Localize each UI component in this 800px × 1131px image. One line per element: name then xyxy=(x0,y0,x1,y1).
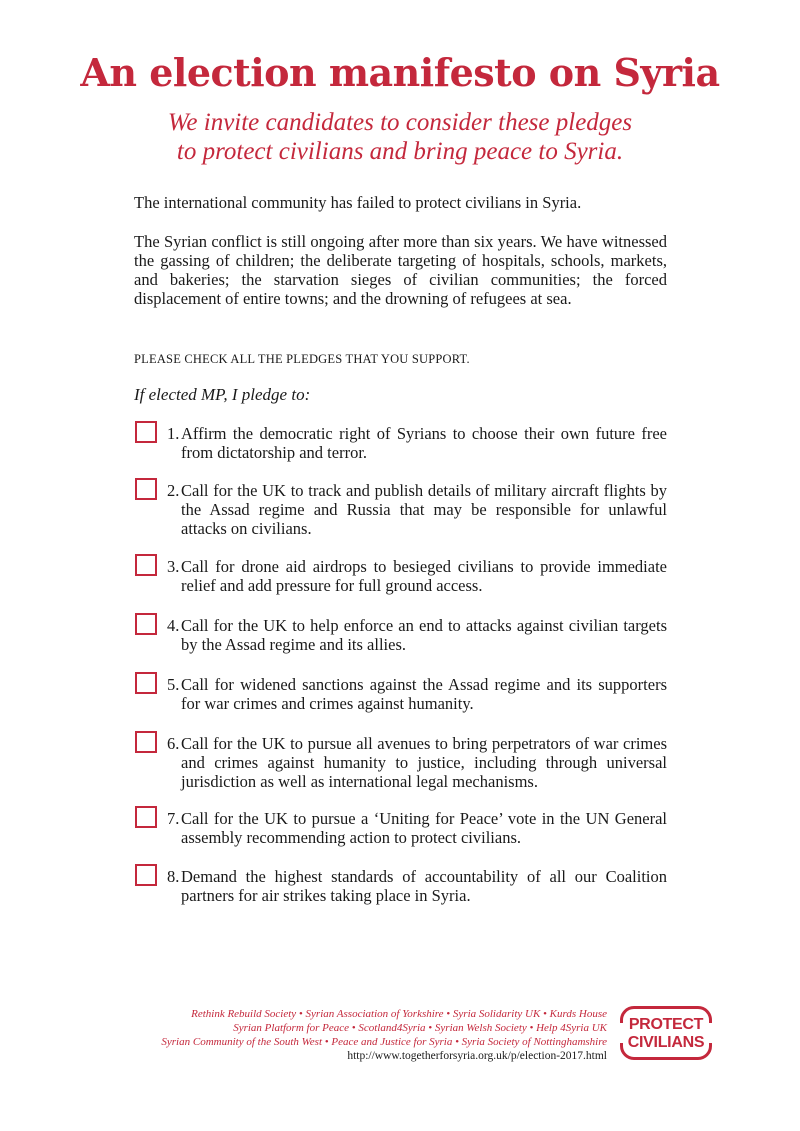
footer-url[interactable]: http://www.togetherforsyria.org.uk/p/election-2017.html xyxy=(347,1050,607,1062)
pledge-text: Call for widened sanctions against the Assad regime and its supporters for war crimes and crimes against humanity. xyxy=(181,675,667,713)
footer xyxy=(100,1007,607,1063)
instruction: PLEASE CHECK ALL THE PLEDGES THAT YOU SUPPORT. xyxy=(134,352,470,366)
pledge-number: 2. xyxy=(167,481,180,500)
intro-paragraph: The international community has failed to protect civilians in Syria. xyxy=(134,193,582,212)
pledge-checkbox[interactable] xyxy=(135,672,157,694)
pledge-checkbox[interactable] xyxy=(135,864,157,886)
pledge-checkbox[interactable] xyxy=(135,806,157,828)
pledge-number: 5. xyxy=(167,675,180,694)
supporter-line: Syrian Community of the South West • Peace and Justice for Syria • Syria Society of Nottinghamshire xyxy=(161,1036,607,1048)
pledge-number: 1. xyxy=(167,424,180,443)
logo-text: CIVILIANS xyxy=(627,1034,705,1051)
pledge-text: Call for the UK to track and publish details of military aircraft flights by the Assad regime and Russia that may be responsible for unlawful attacks on civilians. xyxy=(181,481,667,538)
subtitle xyxy=(0,108,800,166)
pledge-text: Call for the UK to pursue a ‘Uniting for Peace’ vote in the UN General assembly recommending action to protect civilians. xyxy=(181,809,667,847)
pledge-number: 8. xyxy=(167,867,180,886)
pledge-number: 7. xyxy=(167,809,180,828)
pledge-number: 3. xyxy=(167,557,180,576)
pledge-lead: If elected MP, I pledge to: xyxy=(134,385,311,404)
page-title: An election manifesto on Syria xyxy=(80,50,720,95)
intro-paragraph: The Syrian conflict is still ongoing after more than six years. We have witnessed the gassing of children; the deliberate targeting of hospitals, schools, markets, and bakeries; the starvation sieges of civilian communities; the forced displacement of entire towns; and the drowning of refugees at sea. xyxy=(134,232,667,308)
pledge-checkbox[interactable] xyxy=(135,613,157,635)
pledge-checkbox[interactable] xyxy=(135,478,157,500)
supporter-line: Rethink Rebuild Society • Syrian Association of Yorkshire • Syria Solidarity UK • Kurds House xyxy=(191,1008,607,1020)
pledge-text: Call for drone aid airdrops to besieged civilians to provide immediate relief and add pressure for full ground access. xyxy=(181,557,667,595)
pledge-number: 6. xyxy=(167,734,180,753)
subtitle-line: We invite candidates to consider these pledges xyxy=(167,109,633,136)
protect-civilians-logo xyxy=(620,1006,712,1060)
pledge-text: Affirm the democratic right of Syrians to choose their own future free from dictatorship and terror. xyxy=(181,424,667,462)
pledge-text: Demand the highest standards of accountability of all our Coalition partners for air strikes taking place in Syria. xyxy=(181,867,667,905)
pledge-checkbox[interactable] xyxy=(135,554,157,576)
supporter-line: Syrian Platform for Peace • Scotland4Syria • Syrian Welsh Society • Help 4Syria UK xyxy=(233,1022,607,1034)
pledge-checkbox[interactable] xyxy=(135,731,157,753)
pledge-text: Call for the UK to help enforce an end to attacks against civilian targets by the Assad regime and its allies. xyxy=(181,616,667,654)
logo-text: PROTECT xyxy=(628,1016,704,1033)
pledge-number: 4. xyxy=(167,616,180,635)
subtitle-line: to protect civilians and bring peace to Syria. xyxy=(176,138,624,165)
pledge-checkbox[interactable] xyxy=(135,421,157,443)
pledge-text: Call for the UK to pursue all avenues to bring perpetrators of war crimes and crimes against humanity to justice, including through universal jurisdiction as well as international legal mechanisms. xyxy=(181,734,667,791)
